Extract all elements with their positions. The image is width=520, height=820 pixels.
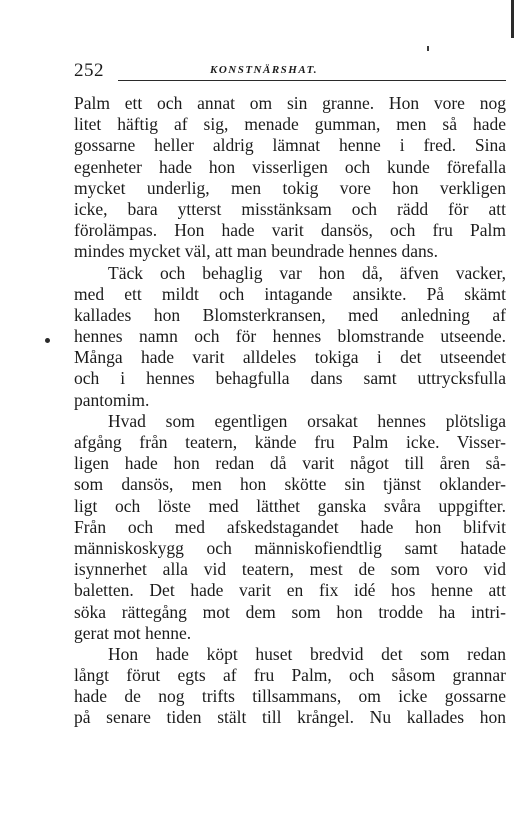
- text-line: långt förut egts af fru Palm, och såsom grannar: [74, 665, 506, 686]
- text-line: hennes namn och för hennes blomstrande utseende.: [74, 326, 506, 347]
- scan-speck-mark: [427, 46, 429, 51]
- bullet-mark: [45, 338, 50, 343]
- text-line: afgång från teatern, kände fru Palm icke. Visser-: [74, 432, 506, 452]
- text-line: med ett mildt och intagande ansikte. På skämt: [74, 283, 506, 304]
- page-header: [74, 60, 506, 84]
- text-line: mindes mycket väl, att man beundrade hennes dans.: [74, 241, 438, 262]
- text-line: litet häftig af sig, menade gumman, men så hade: [74, 114, 506, 135]
- body-text: [74, 93, 506, 729]
- text-line: mycket underlig, men tokig vore hon verkligen: [74, 177, 506, 198]
- text-line: Hon hade köpt huset bredvid det som redan: [108, 643, 506, 664]
- text-line: söka rättegång mot dem som hon trodde ha intri-: [74, 601, 506, 622]
- text-line: icke, bara ytterst misstänksam och rädd för att: [74, 198, 506, 219]
- text-line: kallades hon Blomsterkransen, med anledning af: [74, 304, 506, 325]
- text-line: ligen hade hon redan då varit något till åren så-: [74, 453, 506, 474]
- text-line: och i hennes behagfulla dans samt uttrycksfulla: [74, 368, 506, 389]
- text-line: baletten. Det hade varit en fix idé hos henne att: [74, 580, 506, 601]
- text-line: gerat mot henne.: [74, 622, 192, 643]
- text-line: Täck och behaglig var hon då, äfven vacker,: [108, 262, 506, 283]
- text-line: förolämpas. Hon hade varit dansös, och fru Palm: [74, 220, 506, 241]
- text-line: Från och med afskedstagandet hade hon blifvit: [74, 516, 506, 537]
- page-number: 252: [74, 60, 104, 81]
- text-line: Många hade varit alldeles tokiga i det utseendet: [74, 347, 506, 368]
- text-line: isynnerhet alla vid teatern, mest de som voro vid: [74, 559, 506, 580]
- header-rule: [118, 80, 506, 81]
- text-line: gossarne heller aldrig lämnat henne i fred. Sina: [74, 135, 506, 156]
- text-line: Palm ett och annat om sin granne. Hon vore nog: [74, 93, 506, 113]
- text-line: på senare tiden stält till krångel. Nu kallades hon: [74, 707, 506, 728]
- running-head: KONSTNÄRSHAT.: [210, 64, 319, 76]
- text-line: hade de nog trifts tillsammans, om icke gossarne: [74, 686, 506, 707]
- text-line: människoskygg och människofiendtlig samt hatade: [74, 537, 506, 558]
- scan-edge-mark: [511, 0, 514, 38]
- text-line: pantomim.: [74, 389, 150, 410]
- text-line: egenheter hade hon visserligen och kunde förefalla: [74, 156, 506, 177]
- text-line: ligt och löste med lätthet ganska svåra uppgifter.: [74, 495, 506, 516]
- text-line: Hvad som egentligen orsakat hennes plötsliga: [108, 410, 506, 431]
- text-line: som dansös, men hon skötte sin tjänst oklander-: [74, 474, 506, 495]
